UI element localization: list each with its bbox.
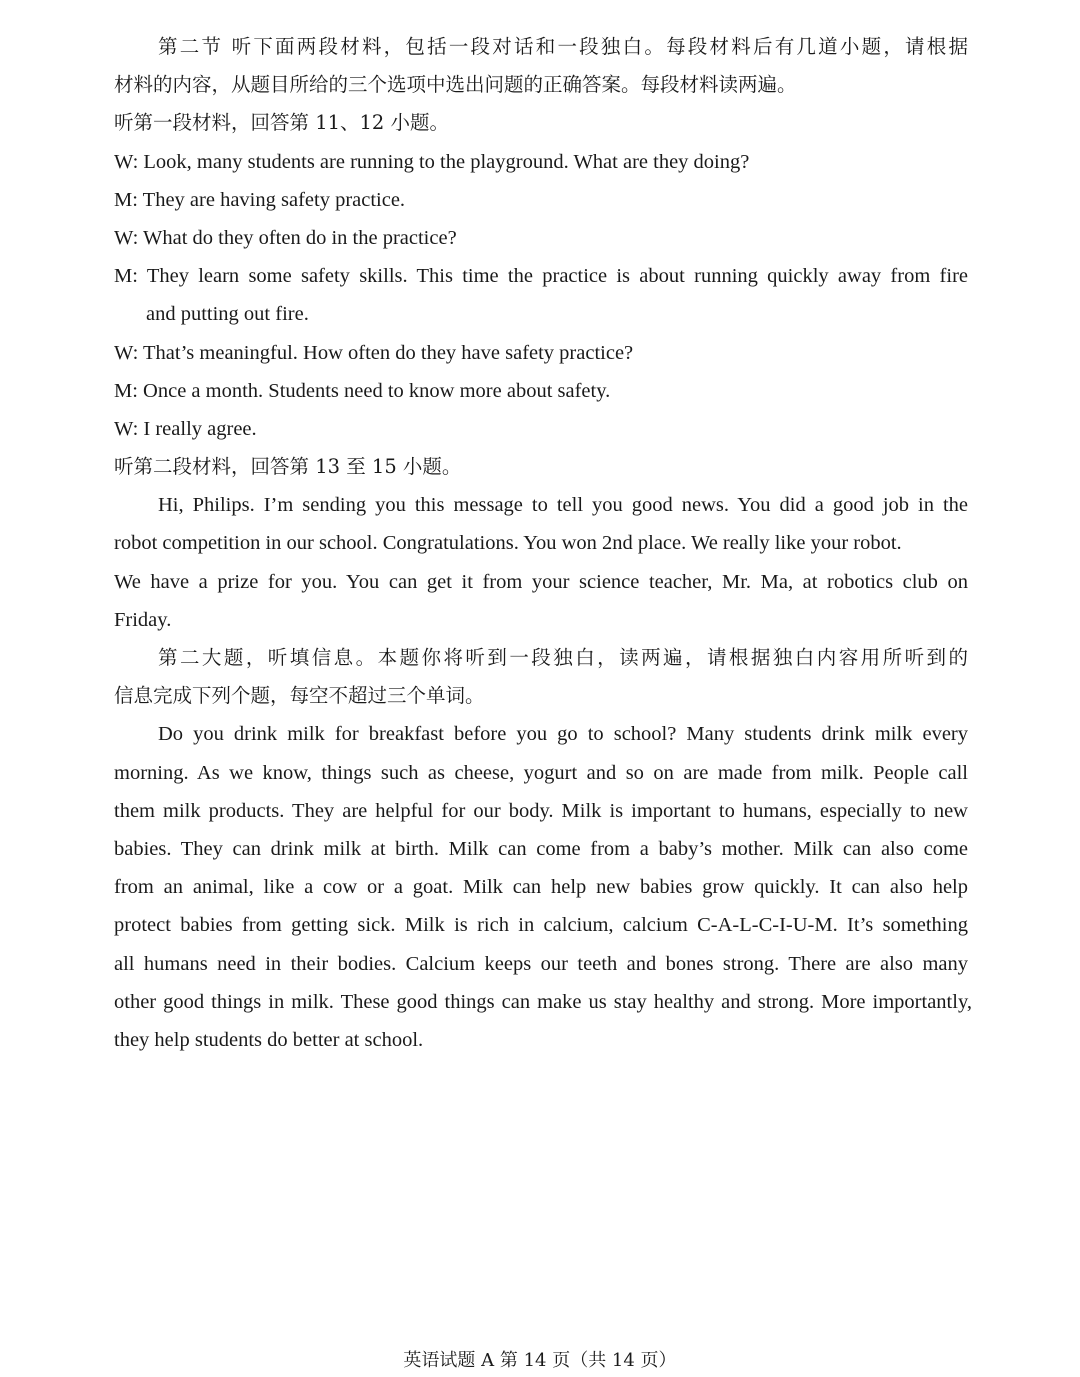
section2-intro-line-2: 材料的内容，从题目所给的三个选项中选出问题的正确答案。每段材料读两遍。 bbox=[114, 73, 797, 97]
dialogue-line: M: They learn some safety skills. This time the practice is about running quickly away from fire bbox=[114, 265, 968, 288]
dialogue-line: W: What do they often do in the practice? bbox=[114, 226, 457, 249]
passage-line: protect babies from getting sick. Milk is rich in calcium, calcium C-A-L-C-I-U-M. It’s something bbox=[114, 914, 968, 937]
passage-line: other good things in milk. These good things can make us stay healthy and strong. More importantly, bbox=[114, 990, 972, 1013]
passage-line: babies. They can drink milk at birth. Milk can come from a baby’s mother. Milk can also come bbox=[114, 837, 968, 860]
passage-line: from an animal, like a cow or a goat. Milk can help new babies grow quickly. It can also help bbox=[114, 876, 968, 899]
dialogue-line: M: Once a month. Students need to know more about safety. bbox=[114, 379, 611, 402]
part2-intro-line-1: 第二大题，听填信息。本题你将听到一段独白，读两遍，请根据独白内容用所听到的 bbox=[158, 646, 968, 669]
exam-page-body bbox=[114, 28, 972, 1059]
dialogue-line: W: I really agree. bbox=[114, 417, 257, 440]
material1-heading: 听第一段材料，回答第 11、12 小题。 bbox=[114, 111, 450, 135]
part2-intro-line-2: 信息完成下列个题，每空不超过三个单词。 bbox=[114, 684, 485, 708]
passage-line: them milk products. They are helpful for our body. Milk is important to humans, especially to new bbox=[114, 799, 968, 822]
monologue-line: robot competition in our school. Congratulations. You won 2nd place. We really like your robot. bbox=[114, 532, 902, 555]
dialogue-line: M: They are having safety practice. bbox=[114, 188, 406, 211]
passage-line: Do you drink milk for breakfast before you go to school? Many students drink milk every bbox=[158, 723, 968, 746]
passage-line: morning. As we know, things such as cheese, yogurt and so on are made from milk. People call bbox=[114, 761, 968, 784]
dialogue-line-continued: and putting out fire. bbox=[146, 303, 309, 326]
passage-line: all humans need in their bodies. Calcium keeps our teeth and bones strong. There are also many bbox=[114, 952, 968, 975]
monologue-line: We have a prize for you. You can get it from your science teacher, Mr. Ma, at robotics club on bbox=[114, 570, 968, 593]
page-footer: 英语试题 A 第 14 页（共 14 页） bbox=[403, 1350, 677, 1371]
monologue-line: Friday. bbox=[114, 608, 172, 631]
passage-line: they help students do better at school. bbox=[114, 1028, 424, 1051]
dialogue-line: W: Look, many students are running to the playground. What are they doing? bbox=[114, 150, 750, 173]
material2-heading: 听第二段材料，回答第 13 至 15 小题。 bbox=[114, 455, 462, 479]
dialogue-line: W: That’s meaningful. How often do they have safety practice? bbox=[114, 341, 634, 364]
monologue-line: Hi, Philips. I’m sending you this message to tell you good news. You did a good job in the bbox=[158, 494, 968, 517]
section2-intro-line-1: 第二节 听下面两段材料，包括一段对话和一段独白。每段材料后有几道小题，请根据 bbox=[158, 35, 968, 58]
